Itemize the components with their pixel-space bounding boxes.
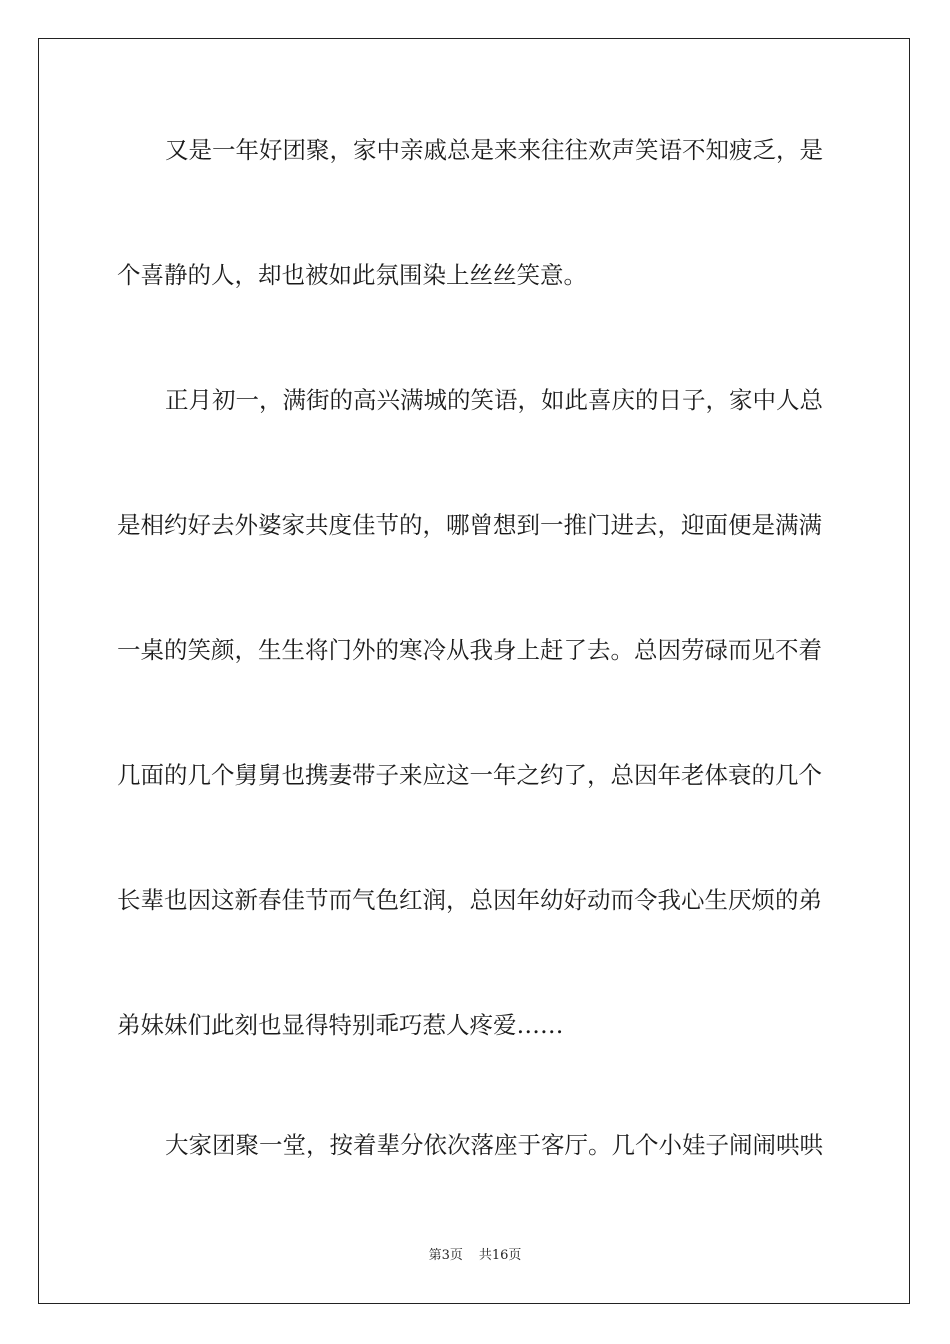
paragraph-2-line-4: 几面的几个舅舅也携妻带子来应这一年之约了，总因年老体衰的几个 bbox=[117, 761, 822, 789]
paragraph-1-line-2: 个喜静的人，却也被如此氛围染上丝丝笑意。 bbox=[117, 261, 587, 289]
paragraph-2-line-2: 是相约好去外婆家共度佳节的，哪曾想到一推门进去，迎面便是满满 bbox=[117, 511, 822, 539]
page-total: 共16页 bbox=[478, 1248, 522, 1263]
paragraph-2-line-1: 正月初一，满街的高兴满城的笑语，如此喜庆的日子，家中人总 bbox=[165, 386, 823, 414]
page-footer bbox=[0, 1244, 950, 1263]
paragraph-3-line-1: 大家团聚一堂，按着辈分依次落座于客厅。几个小娃子闹闹哄哄 bbox=[165, 1131, 823, 1159]
page-number: 第3页 bbox=[428, 1248, 463, 1263]
paragraph-2-line-3: 一桌的笑颜，生生将门外的寒冷从我身上赶了去。总因劳碌而见不着 bbox=[117, 636, 822, 664]
paragraph-2-line-5: 长辈也因这新春佳节而气色红润，总因年幼好动而令我心生厌烦的弟 bbox=[117, 886, 822, 914]
page-frame bbox=[38, 38, 910, 1304]
paragraph-1-line-1: 又是一年好团聚，家中亲戚总是来来往往欢声笑语不知疲乏，是 bbox=[165, 136, 823, 164]
paragraph-2-line-6: 弟妹妹们此刻也显得特别乖巧惹人疼爱…… bbox=[117, 1011, 564, 1039]
